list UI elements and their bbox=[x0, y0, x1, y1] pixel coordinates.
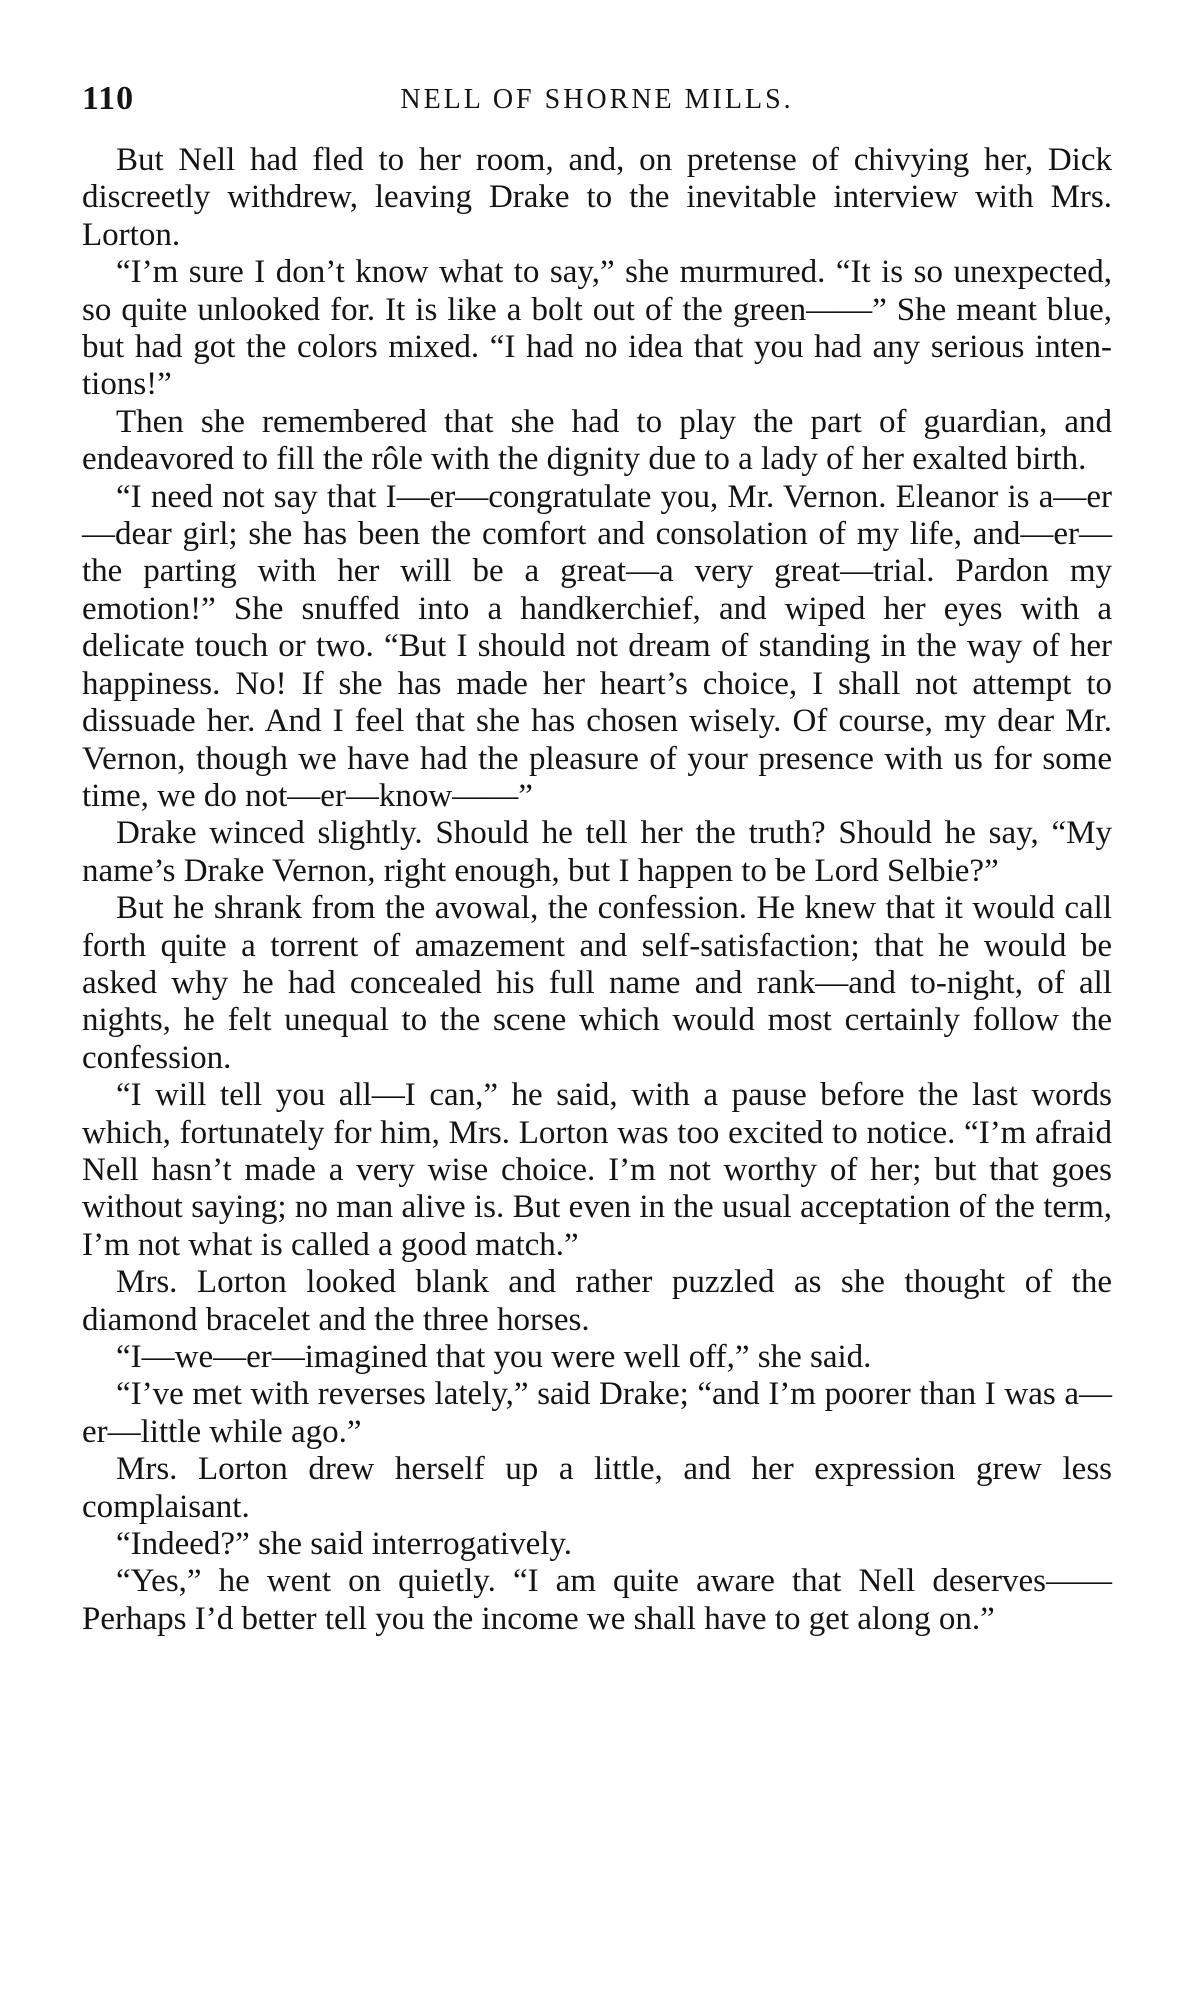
paragraph: “I need not say that I—er—congratulate you, Mr. Vernon. Eleanor is a—er—dear girl; she has been the comfort and consolation of my life, and—er—the parting with her will be a great—a very great—trial. Pardon my emotion!” She snuffed into a handkerchief, and wiped her eyes with a delicate touch or two. “But I should not dream of standing in the way of her happiness. No! If she has made her heart’s choice, I shall not attempt to dissuade her. And I feel that she has chosen wisely. Of course, my dear Mr. Vernon, though we have had the pleasure of your presence with us for some time, we do not—er—know——” bbox=[82, 478, 1112, 814]
running-title: NELL OF SHORNE MILLS. bbox=[400, 84, 794, 115]
paragraph: But he shrank from the avowal, the confession. He knew that it would call forth quite a torrent of amazement and self-satisfaction; that he would be asked why he had concealed his full name and rank—and to-night, of all nights, he felt unequal to the scene which would most certainly follow the confession. bbox=[82, 890, 1112, 1076]
paragraph: “Indeed?” she said interrogatively. bbox=[116, 1526, 572, 1563]
body-text bbox=[82, 142, 1112, 1638]
book-page bbox=[82, 80, 1112, 1638]
page-number: 110 bbox=[82, 80, 135, 117]
paragraph: “I—we—er—imagined that you were well off,” she said. bbox=[116, 1339, 872, 1375]
running-head bbox=[82, 80, 1112, 124]
paragraph: “I’m sure I don’t know what to say,” she murmured. “It is so unexpected, so quite unlooked for. It is like a bolt out of the green——” She meant blue, but had got the colors mixed. “I had no idea that you had any serious intentions!” bbox=[82, 254, 1112, 403]
paragraph: Then she remembered that she had to play the part of guardian, and endeavored to fill the rôle with the dignity due to a lady of her exalted birth. bbox=[82, 403, 1112, 478]
paragraph: Mrs. Lorton looked blank and rather puzzled as she thought of the diamond bracelet and the three horses. bbox=[82, 1264, 1112, 1338]
paragraph: Drake winced slightly. Should he tell her the truth? Should he say, “My name’s Drake Vernon, right enough, but I happen to be Lord Selbie?” bbox=[82, 815, 1112, 889]
paragraph: “I’ve met with reverses lately,” said Drake; “and I’m poorer than I was a—er—little while ago.” bbox=[82, 1376, 1112, 1450]
paragraph: But Nell had fled to her room, and, on pretense of chivying her, Dick discreetly withdrew, leaving Drake to the inevitable interview with Mrs. Lorton. bbox=[82, 142, 1112, 253]
paragraph: “I will tell you all—I can,” he said, with a pause before the last words which, fortunately for him, Mrs. Lorton was too excited to notice. “I’m afraid Nell hasn’t made a very wise choice. I’m not worthy of her; but that goes without saying; no man alive is. But even in the usual acceptation of the term, I’m not what is called a good match.” bbox=[82, 1077, 1112, 1263]
paragraph: “Yes,” he went on quietly. “I am quite aware that Nell deserves—— Perhaps I’d better tell you the income we shall have to get along on.” bbox=[82, 1563, 1112, 1637]
paragraph: Mrs. Lorton drew herself up a little, and her expression grew less complaisant. bbox=[82, 1451, 1112, 1525]
